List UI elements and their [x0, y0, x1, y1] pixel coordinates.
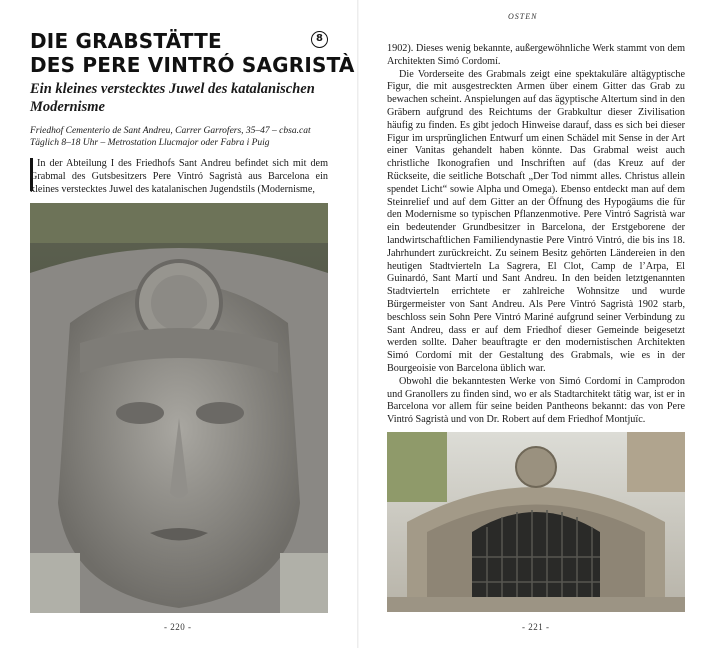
title-line-1: DIE GRABSTÄTTE: [30, 29, 222, 53]
paragraph-3: Obwohl die bekanntesten Werke von Simó Cordomí in Camprodon und Granollers zu finden sind, wo er als Stadtarchitekt tätig war, ist er in Barcelona vor allem für seine beiden Pantheons bekannt: das von Pere Vintró Sagristà und von Dr. Robert auf dem Friedhof Montjuïc.: [387, 375, 685, 426]
subtitle: Ein kleines verstecktes Juwel des katalanischen Modernisme: [30, 81, 315, 115]
tomb-image: [387, 432, 685, 612]
intro-paragraph: In der Abteilung I des Friedhofs Sant Andreu befindet sich mit dem Grabmal des Gutsbesitzers Pere Vintró Sagristà aus Barcelona ein kleines verstecktes Juwel des katalanischen Jugendstils (Modernisme,: [30, 158, 328, 195]
info-hours: Täglich 8–18 Uhr – Metrostation Llucmajor oder Fabra i Puig: [30, 138, 270, 148]
info-address: Friedhof Cementerio de Sant Andreu, Carrer Garrofers, 35–47 – cbsa.cat: [30, 126, 311, 136]
intro-text: [30, 157, 328, 196]
statue-face-image: [30, 203, 328, 613]
running-head: OSTEN: [508, 12, 538, 21]
photo-tomb: [387, 432, 685, 612]
photo-statue-face: [30, 203, 328, 613]
title-line-2: DES PERE VINTRÓ SAGRISTÀ: [30, 53, 355, 77]
paragraph-1: 1902). Dieses wenig bekannte, außergewöhnliche Werk stammt von dem Architekten Simó Cordomí.: [387, 43, 685, 67]
page-title: [30, 29, 355, 77]
page-number-left: - 220 -: [164, 622, 192, 632]
practical-info: [30, 125, 328, 149]
body-text: [387, 43, 685, 427]
entry-number-badge: 8: [311, 31, 328, 48]
page-number-right: - 221 -: [522, 622, 550, 632]
paragraph-2: Die Vorderseite des Grabmals zeigt eine spektakuläre altägyptische Figur, die mit ausgestreckten Armen über einem Gitter das Grab zu bewachen scheint. Anspielungen auf das ägyptische Altertum sind in den Gräbern aufgrund des Reichtums der Grabkultur dieser Zivilisation häufig zu finden. Es gibt jedoch Hinweise darauf, dass es sich bei dieser Figur im ursprünglichen Entwurf um einen Schädel mit Sense in der Art einer Vanitas gehandelt haben könnte. Das Grabmal weist auch christliche Ikonografien und Inschriften auf (das Kreuz auf der Rückseite, die seitliche Botschaft „Der Tod nimmt alles. Christus allein spendet Licht“ sowie Alpha und Omega). Ebenso entdeckt man auf dem Steinrelief und auf dem Gitter an der Öffnung des Hypogäums die für den Modernisme so typischen Pflanzenmotive. Pere Vintró Sagristà war ein bedeutender Grundbesitzer in Barcelona, der Erstgeborene der landwirtschaftlichen Familiendynastie Pere Vintró Vintró, die bis ins 18. Jahrhundert zurückreicht. Zu seinem Besitz gehörten Ländereien in den heutigen Stadtvierteln La Sagrera, El Clot, Camp de l’Arpa, El Guinardó, Sant Martí und Sant Andreu. In den beiden letztgenannten Stadtvierteln errichtete er zahlreiche Wohnsitze und wurde Bürgermeister von Sant Andreu. Als Pere Vintró Sagristà 1902 starb, beschloss sein Sohn Pere Vintró Mariné aufgrund seiner Verbindung zu Sant Andreu, dass er auf dem Friedhof dieser Gemeinde beigesetzt werden sollte. Daher beauftragte er den modernistischen Architekten Simó Cordomí mit der Gestaltung des Grabmals, wie es in der Bourgeoisie von Barcelona üblich war.: [387, 68, 685, 374]
